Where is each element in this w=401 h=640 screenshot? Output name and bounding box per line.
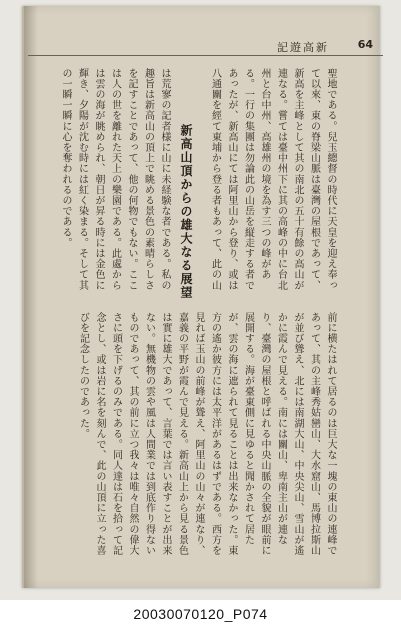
header-rule	[28, 55, 383, 56]
body-text-bottom: 前に横たはれて居るのは巨大な一塊の東山の連峰であって、其の主峰秀姑巒山、大水窟山、馬博拉斯山が並び聳え、北には南湖大山、中央尖山、雪山が遙かに霞んで見える。南には關山、卑南主山が連なり、臺灣の屋根と呼ばれる中央山脈の全貌が眼前に展開する。海が臺東側に見ゆると聞かされて居たが、雲の海に遮られて見ることは出来なかった。東方の遙か彼方には太平洋があるはずである。西方を見れば玉山の前峰が聳え、阿里山の山々が連なり、嘉義の平野が霞んで見える。新高山上から見る景色は實に雄大であって、言葉では言い表すことが出来ない。無機物の雲や風は人間業では到底作り得ないものであって、其の前に立つ我々は唯々自然の偉大さに頭を下げるのみである。同人達は石を拾って記念とし、或は岩に名を刻んで、此の山頂に立った喜びを記念したのであった。	[77, 312, 336, 556]
body-text-top-left: は荒寥の記者様に山に未経験な者である。私の趣旨は新高山の頂上で眺める景色の素晴らしさを記すことであって、他の何物でもない。ここは人の世を離れた天上の樂園である。此處からは雲の海が眺められ、朝日が昇る時には金色に輝き、夕陽が沈む時には紅く染まる。そして其の一瞬一瞬に心を奪われるのである。	[60, 68, 170, 291]
section-heading: 新高山頂からの雄大なる展望	[179, 124, 193, 300]
running-title: 記遊高新	[277, 41, 329, 54]
body-text-top-right: 聖地である。兒玉總督の時代に天皇を迎え奉って以來、東の脊梁山脈は臺灣の屋根であって、新高を主峰として其の南北の五十有餘の高山が連なる。嘗ては臺中州下に其の高峰の中に台北州と台中州、高雄州の境を為す三つの峰がある。一行の集團は勿論此の山岳を縦走する者であったが、新高山にては阿里山から登り、或は八通關を經て東埔から登る者もあって、此の山	[210, 68, 336, 291]
image-caption: 20030070120_P074	[133, 606, 268, 622]
page-number: 64	[357, 38, 373, 51]
